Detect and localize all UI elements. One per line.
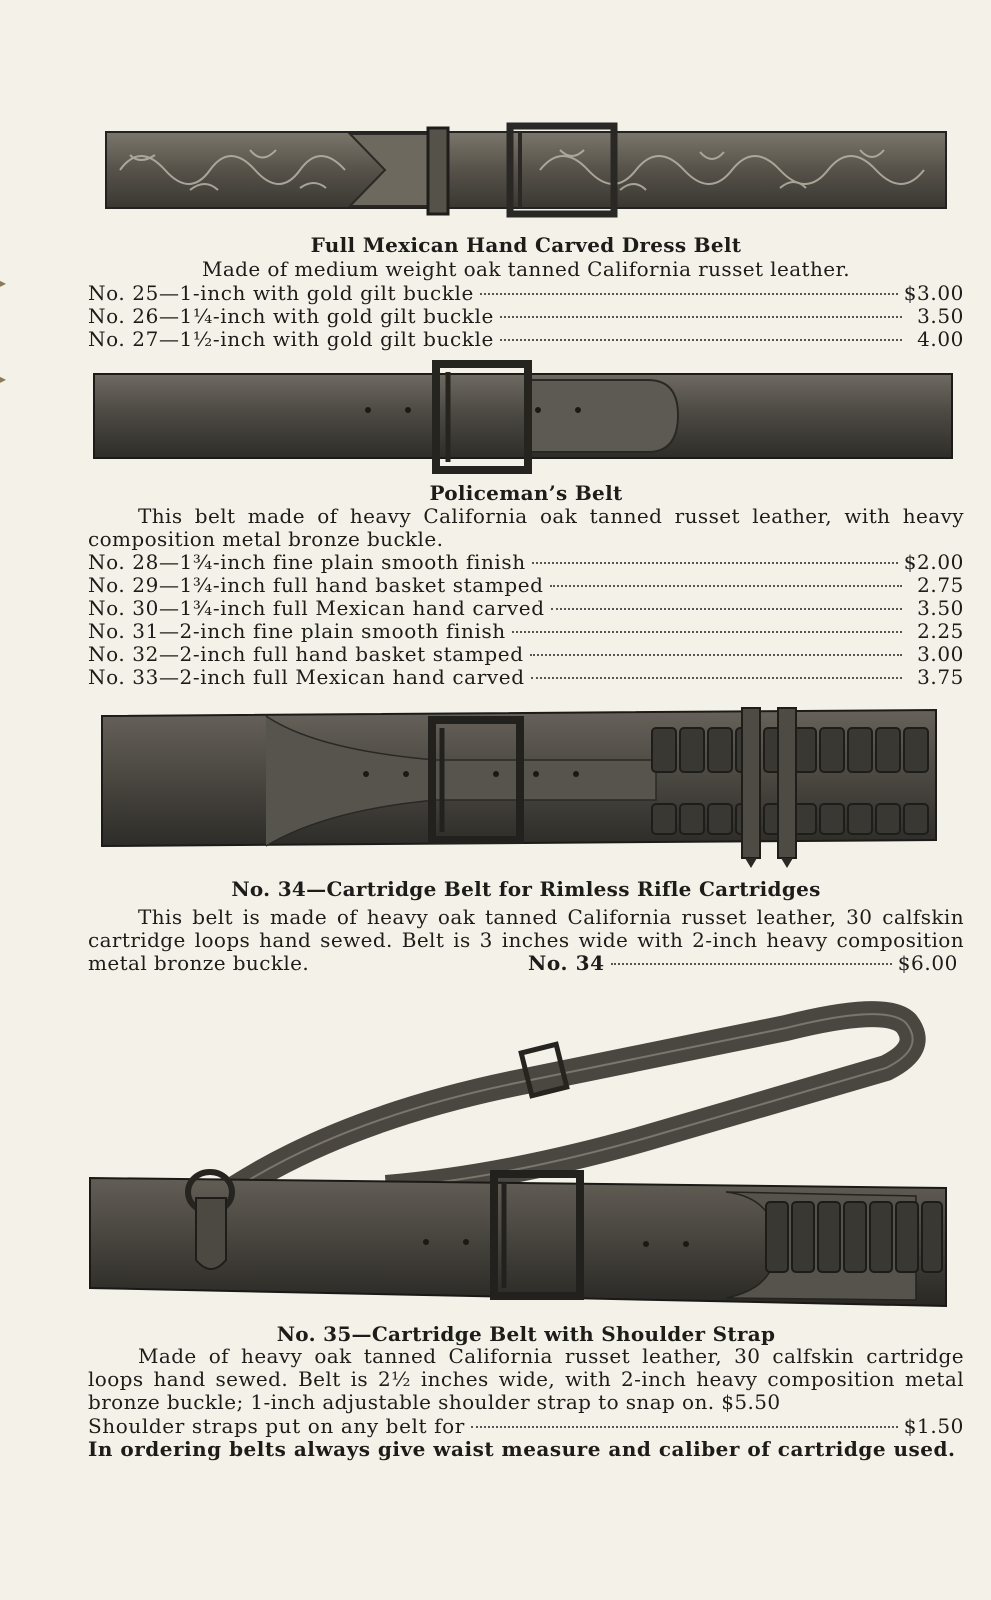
leader-dots [531,677,902,679]
item-price: 3.50 [917,304,964,328]
price-row [88,1415,964,1438]
mexican-dress-belt-illustration [100,120,950,220]
section-description [88,1345,964,1414]
item-label: No. 33—2-inch full Mexican hand carved [88,665,525,689]
item-label: No. 27—1½-inch with gold gilt buckle [88,327,494,351]
section-title: No. 34—Cartridge Belt for Rimless Rifle Cartridges [231,877,821,901]
leader-dots [551,608,902,610]
leader-dots [480,293,898,295]
section-title: Full Mexican Hand Carved Dress Belt [310,233,742,257]
leader-dots [471,1426,898,1428]
section-description-text: Made of heavy oak tanned California russet leather, 30 calfskin cartridge loops hand sewed. Belt is 2½ inches wide, with 2-inch heavy composition metal bronze buckle; 1-inch adjustable shoulder strap to snap on. [88,1344,964,1414]
cartridge-belt-illustration [96,700,956,870]
item-label: No. 29—1¾-inch full hand basket stamped [88,573,544,597]
policeman-belt-illustration [88,360,958,480]
cartridge-belt-shoulder-strap-illustration [86,988,960,1318]
item-label: No. 31—2-inch fine plain smooth finish [88,619,506,643]
section-description-text: This belt is made of heavy oak tanned California russet leather, 30 calfskin cartridge loops hand sewed. Belt is 3 inches wide with 2-inch heavy composition metal bronze buckle. [88,905,964,975]
price-row [88,597,964,620]
section-description [88,505,964,551]
price-row [88,643,964,666]
item-price: 4.00 [917,327,964,351]
item-label: No. 34 [528,951,605,975]
margin-mark: ▸ [0,372,7,386]
item-label: No. 32—2-inch full hand basket stamped [88,642,524,666]
price-row [88,574,964,597]
item-price: 2.25 [917,619,964,643]
item-label: No. 26—1¼-inch with gold gilt buckle [88,304,494,328]
leader-dots [530,654,902,656]
item-label: No. 25—1-inch with gold gilt buckle [88,281,474,305]
ordering-note: In ordering belts always give waist measure and caliber of cartridge used. [88,1437,956,1461]
item-price: $2.00 [903,550,964,574]
leader-dots [500,316,902,318]
item-price: 3.00 [917,642,964,666]
section-description: Made of medium weight oak tanned California russet leather. [201,257,850,281]
leader-dots [532,562,898,564]
section-title: No. 35—Cartridge Belt with Shoulder Strap [276,1322,776,1346]
margin-mark: ▸ [0,276,7,290]
section-description-text: This belt made of heavy California oak tanned russet leather, with heavy composition metal bronze buckle. [88,504,964,551]
item-price: $6.00 [897,951,958,975]
price-row [528,952,958,975]
item-label: No. 30—1¾-inch full Mexican hand carved [88,596,545,620]
price-row [88,620,964,643]
item-price: 3.50 [917,596,964,620]
price-row [88,328,964,351]
item-label: No. 28—1¾-inch fine plain smooth finish [88,550,526,574]
leader-dots [550,585,902,587]
section-title: Policeman’s Belt [429,481,623,505]
price-row [88,305,964,328]
leader-dots [512,631,902,633]
item-price: 2.75 [917,573,964,597]
leader-dots [611,963,892,965]
price-row [88,666,964,689]
item-price: $1.50 [903,1414,964,1438]
item-label: Shoulder straps put on any belt for [88,1414,465,1438]
price-row [88,551,964,574]
item-price: 3.75 [917,665,964,689]
price-row [88,282,964,305]
item-price: $5.50 [721,1390,781,1414]
leader-dots [500,339,902,341]
item-price: $3.00 [903,281,964,305]
